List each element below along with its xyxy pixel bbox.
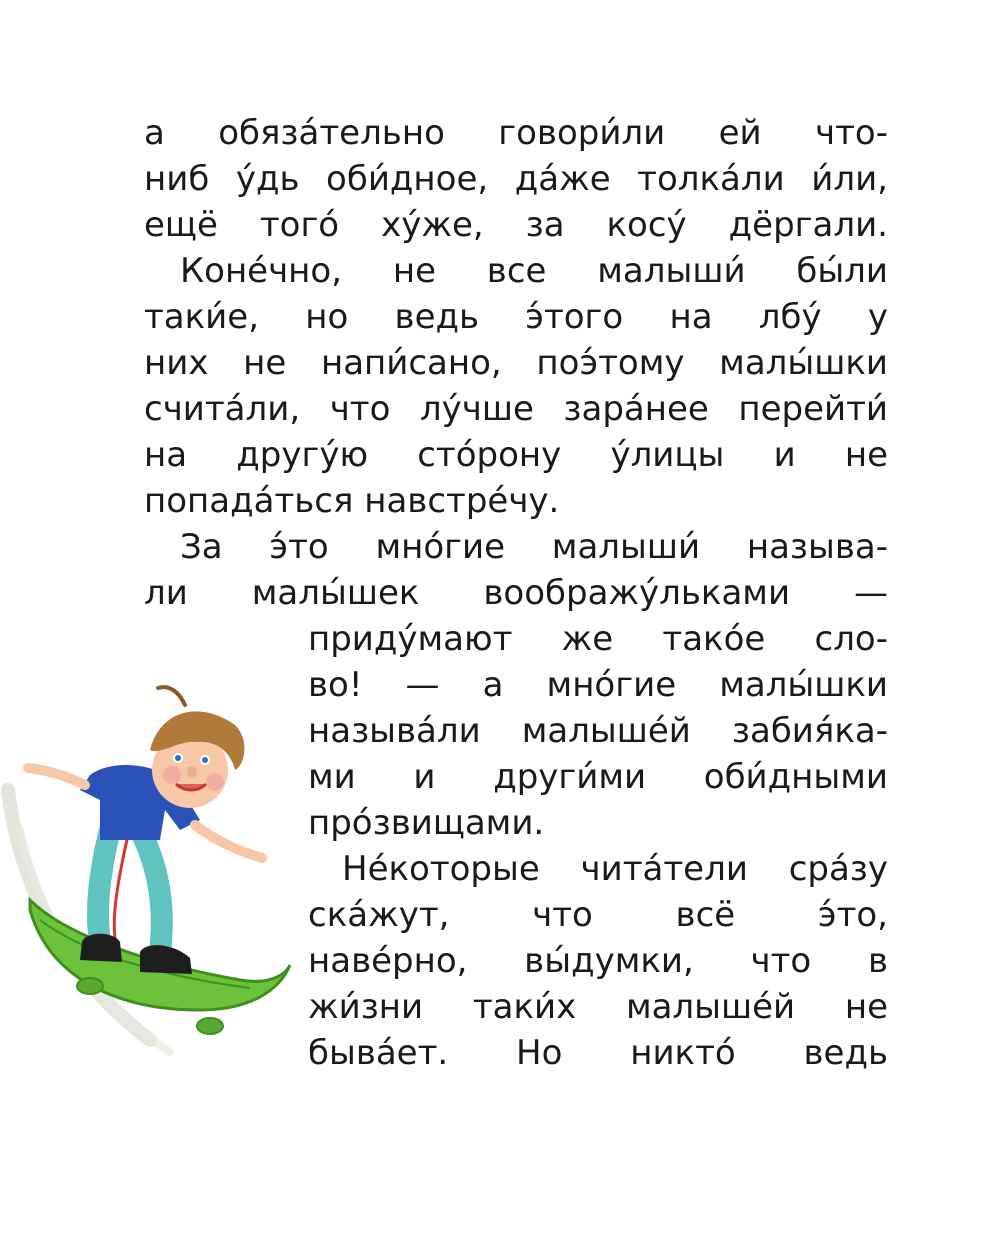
text-line: таки́е, но ведь э́того на лбу́ у bbox=[144, 297, 888, 337]
text-line: быва́ет. Но никто́ ведь bbox=[308, 1033, 888, 1073]
text-line: ми и други́ми оби́дными bbox=[308, 757, 888, 797]
text-line: а обяза́тельно говори́ли ей что- bbox=[144, 113, 888, 153]
boy-on-pea-pod-skateboard-illustration bbox=[0, 680, 300, 1080]
paragraph-start-line: За э́то мно́гие малыши́ называ- bbox=[180, 527, 888, 567]
paragraph-start-line: Коне́чно, не все малыши́ бы́ли bbox=[180, 251, 888, 291]
text-line: про́звищами. bbox=[308, 803, 545, 843]
text-line: приду́мают же тако́е сло- bbox=[308, 619, 888, 659]
paragraph-start-line: Не́которые чита́тели сра́зу bbox=[342, 849, 888, 889]
text-line: ниб у́дь оби́дное, да́же толка́ли и́ли, bbox=[144, 159, 888, 199]
text-line: них не напи́сано, поэ́тому малы́шки bbox=[144, 343, 888, 383]
text-line: ещё того́ ху́же, за косу́ дёргали. bbox=[144, 205, 888, 245]
text-line: называ́ли малыше́й забия́ка- bbox=[308, 711, 888, 751]
text-line: попада́ться навстре́чу. bbox=[144, 481, 560, 521]
text-line: счита́ли, что лу́чше зара́нее перейти́ bbox=[144, 389, 888, 429]
text-line: во! — а мно́гие малы́шки bbox=[308, 665, 888, 705]
text-line: жи́зни таки́х малыше́й не bbox=[308, 987, 888, 1027]
text-line: ска́жут, что всё э́то, bbox=[308, 895, 888, 935]
text-line: наве́рно, вы́думки, что в bbox=[308, 941, 888, 981]
text-line: ли малы́шек воображу́льками — bbox=[144, 573, 888, 613]
text-line: на другу́ю сто́рону у́лицы и не bbox=[144, 435, 888, 475]
